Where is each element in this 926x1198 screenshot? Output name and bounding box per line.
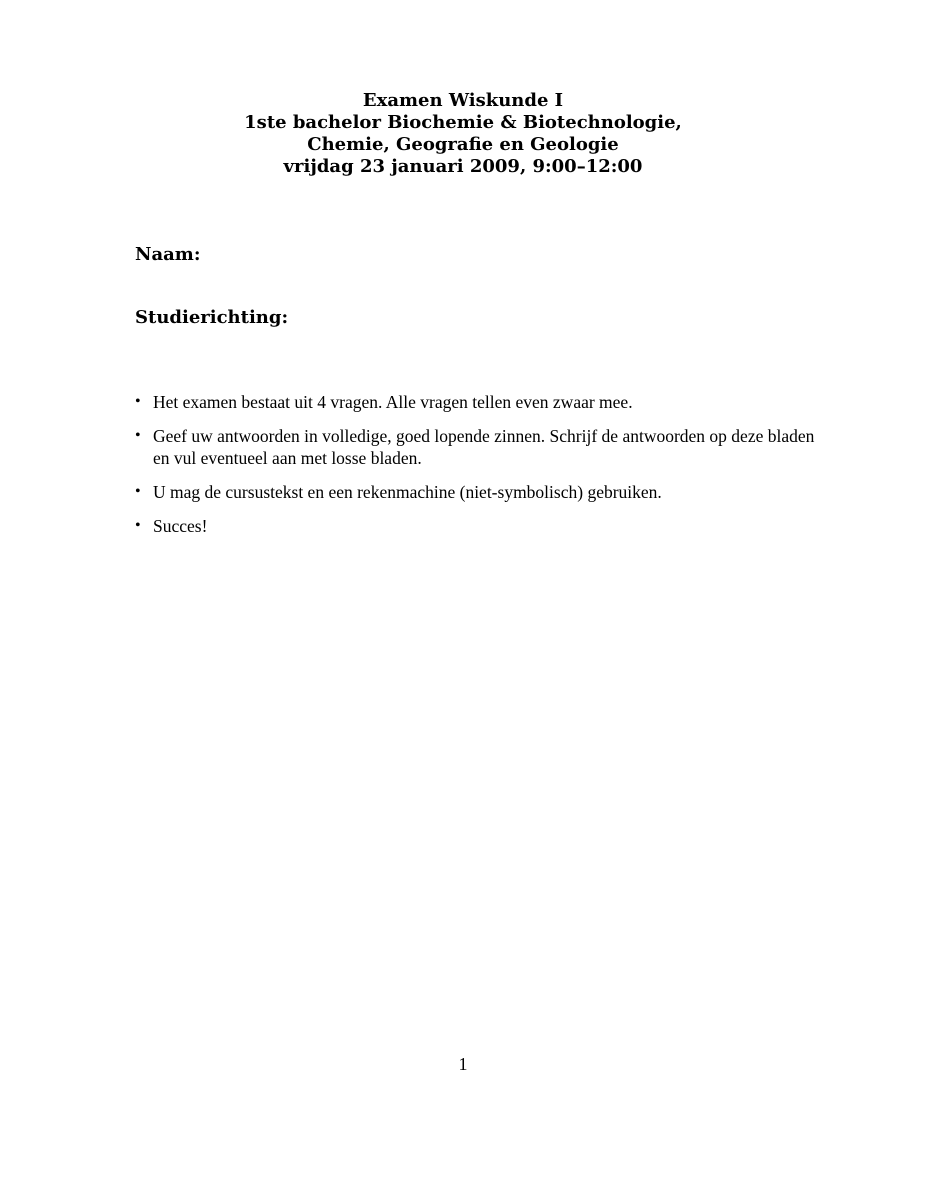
bullet-icon: • xyxy=(135,393,141,410)
instruction-text: Geef uw antwoorden in volledige, goed lopende zinnen. Schrijf de antwoorden op deze bladen en vul eventueel aan met losse bladen. xyxy=(153,426,815,468)
exam-audience-line-2: Chemie, Geografie en Geologie xyxy=(307,134,619,155)
bullet-icon: • xyxy=(135,517,141,534)
instruction-item xyxy=(135,425,815,469)
study-program-field-label: Studierichting: xyxy=(135,307,289,328)
exam-title: Examen Wiskunde I xyxy=(362,90,564,111)
exam-date-time: vrijdag 23 januari 2009, 9:00–12:00 xyxy=(283,156,643,177)
exam-audience-line-1: 1ste bachelor Biochemie & Biotechnologie, xyxy=(244,112,682,133)
instruction-item xyxy=(135,391,815,413)
bullet-icon: • xyxy=(135,483,141,500)
instruction-text: Succes! xyxy=(153,516,208,536)
bullet-icon: • xyxy=(135,427,141,444)
page-number: 1 xyxy=(458,1054,468,1074)
instruction-text: Het examen bestaat uit 4 vragen. Alle vragen tellen even zwaar mee. xyxy=(153,392,633,412)
exam-title-block xyxy=(0,90,926,178)
instruction-item xyxy=(135,515,815,537)
instructions-list xyxy=(135,391,815,549)
instruction-text: U mag de cursustekst en een rekenmachine (niet-symbolisch) gebruiken. xyxy=(153,482,662,502)
name-field-label: Naam: xyxy=(135,244,201,265)
instruction-item xyxy=(135,481,815,503)
